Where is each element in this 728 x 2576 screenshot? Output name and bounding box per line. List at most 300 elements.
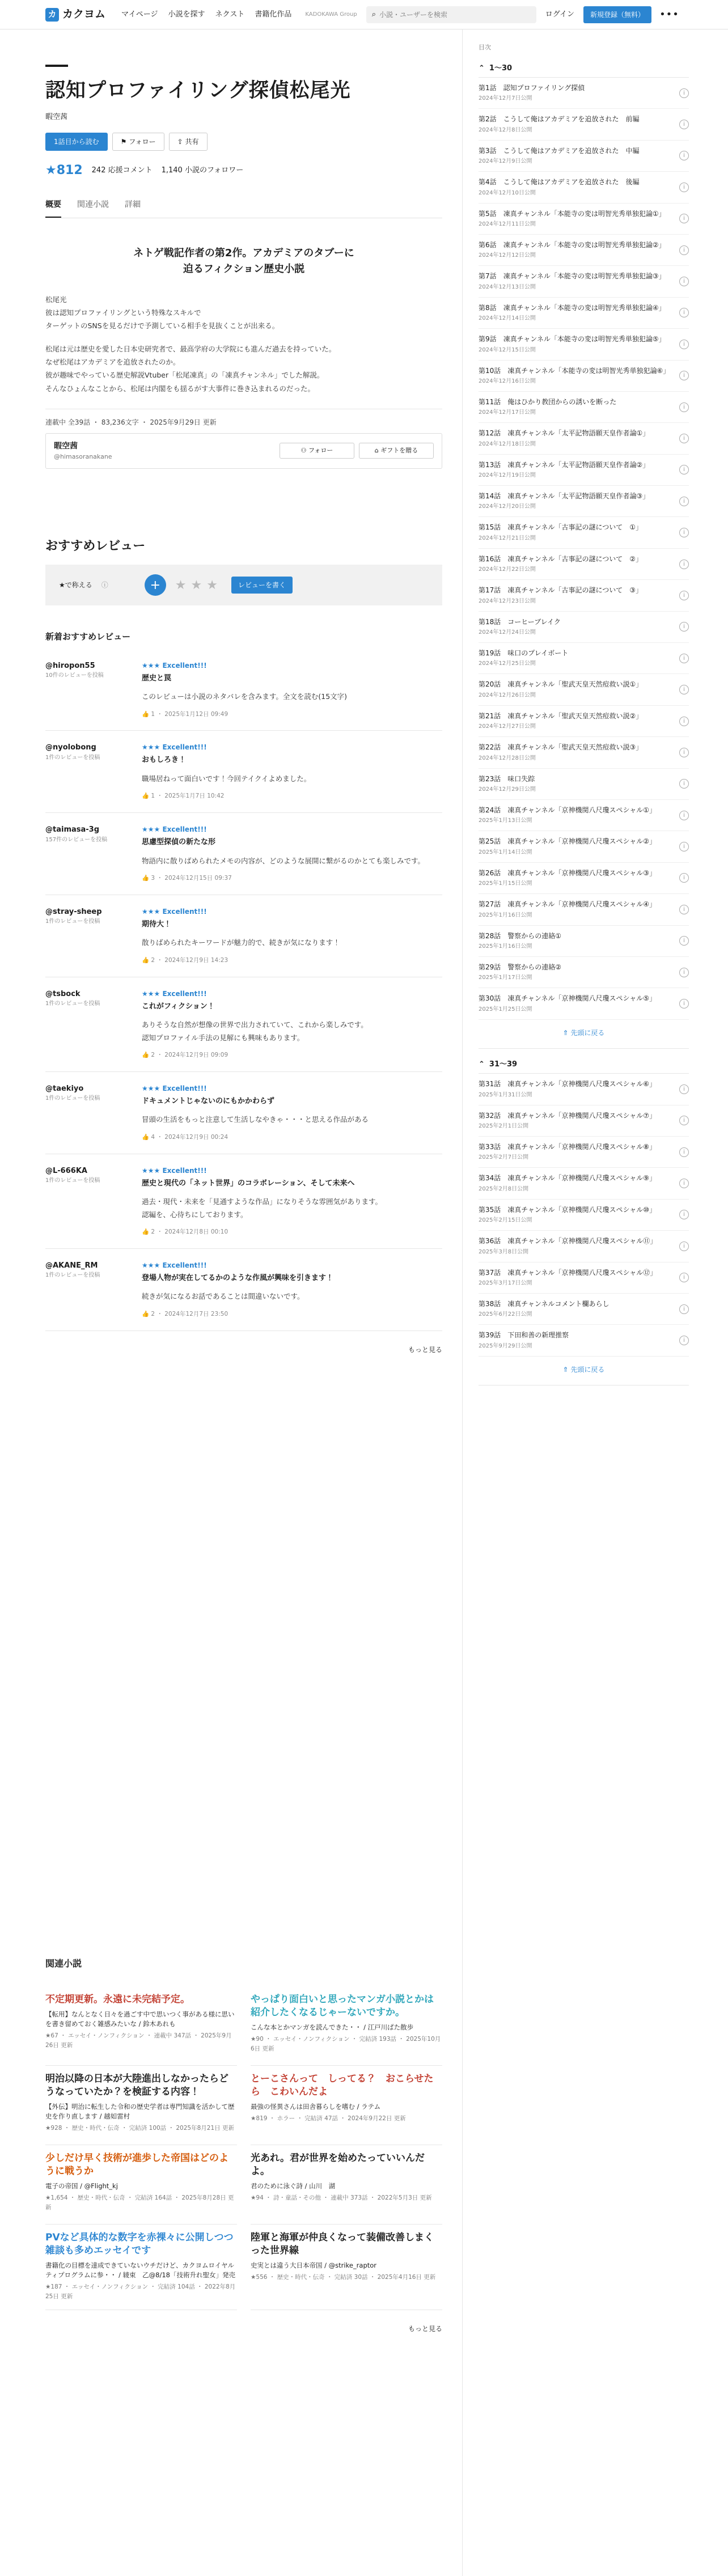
- related-work-title[interactable]: 不定期更新。永遠に未完結予定。: [45, 1994, 190, 2005]
- episode-title[interactable]: 第10話 凍真チャンネル「本能寺の変は明智光秀単独犯論⑥」: [479, 366, 670, 375]
- review-stars: ★★★ Excellent!!!: [142, 661, 207, 670]
- read-first-episode-button[interactable]: [45, 133, 108, 151]
- reviews-more-link[interactable]: もっと見る: [408, 1345, 442, 1354]
- episode-info-icon[interactable]: i: [679, 873, 689, 883]
- episode-info-icon[interactable]: i: [679, 402, 689, 412]
- episode-item[interactable]: [479, 800, 689, 831]
- author-card-id: @himasoranakane: [54, 452, 112, 460]
- related-work-title[interactable]: 光あれ。君が世界を始めたっていいんだよ。: [251, 2153, 425, 2177]
- new-reviews-heading: 新着おすすめレビュー: [45, 632, 131, 642]
- arrow-up-icon: ⇑: [562, 1365, 571, 1374]
- episode-date: 2024年12月12日公開: [479, 252, 536, 259]
- episode-title[interactable]: 第2話 こうして俺はアカデミアを追放された 前編: [479, 115, 640, 124]
- review-meta: 2 ・ 2024年12月8日 00:10: [151, 1228, 228, 1236]
- back-to-top-link[interactable]: [479, 1357, 689, 1386]
- episode-title[interactable]: 第17話 凍真チャンネル「古事記の謎について ③」: [479, 586, 643, 595]
- review-user-name[interactable]: @taekiyo: [45, 1084, 84, 1093]
- episode-text: [479, 1331, 569, 1350]
- follow-work-button[interactable]: [112, 133, 164, 151]
- review-meta: 2 ・ 2024年12月9日 09:09: [151, 1052, 228, 1059]
- review-user-name[interactable]: @L-666KA: [45, 1166, 87, 1175]
- reviews-heading: おすすめレビュー: [45, 539, 146, 554]
- back-to-top-link[interactable]: [479, 1020, 689, 1049]
- back-to-top-label: 先頭に戻る: [570, 1028, 605, 1037]
- episode-title[interactable]: 第38話 凍真チャンネルコメント欄あらし: [479, 1299, 610, 1308]
- episode-text: [479, 272, 666, 291]
- episode-title[interactable]: 第8話 凍真チャンネル「本能寺の変は明智光秀単独犯論④」: [479, 303, 666, 312]
- review-footer: [142, 1228, 442, 1237]
- episode-title[interactable]: 第39話 下田和善の新理推察: [479, 1331, 569, 1340]
- review-user: [45, 989, 142, 1060]
- review-title[interactable]: 登場人物が実在してるかのような作風が興味を引きます！: [142, 1273, 334, 1282]
- nav-published-works[interactable]: 書籍化作品: [255, 10, 292, 19]
- related-work-title[interactable]: 少しだけ早く技術が進歩した帝国はどのように戦うか: [45, 2153, 228, 2177]
- related-work-title[interactable]: やっぱり面白いと思ったマンガ小説とかは紹介したくなるじゃーないですか。: [251, 1994, 434, 2018]
- related-work[interactable]: [251, 1986, 442, 2066]
- episode-text: [479, 523, 642, 542]
- episode-info-icon[interactable]: i: [679, 936, 689, 946]
- work-actions: [45, 133, 442, 151]
- info-icon[interactable]: ⓘ: [101, 581, 108, 590]
- related-work-title[interactable]: 陸軍と海軍が仲良くなって装備改善しまくった世界線: [251, 2232, 434, 2256]
- episode-title[interactable]: 第25話 凍真チャンネル「京神機関八尺瓊スペシャル②」: [479, 837, 657, 846]
- related-work[interactable]: [45, 2066, 237, 2145]
- episode-title[interactable]: 第11話 俺はひかり教団からの誘いを断った: [479, 397, 617, 406]
- thumbs-up-icon[interactable]: 👍: [142, 1310, 151, 1317]
- episode-info-icon[interactable]: i: [679, 717, 689, 726]
- title-accent: [45, 65, 68, 67]
- episode-item[interactable]: [479, 298, 689, 329]
- episode-item[interactable]: [479, 109, 689, 140]
- thumbs-up-icon[interactable]: 👍: [142, 1228, 151, 1236]
- main-content: [45, 29, 442, 2333]
- related-work-title[interactable]: とーこさんって しってる？ おこらせたら こわいんだよ: [251, 2073, 434, 2098]
- episode-title[interactable]: 第12話 凍真チャンネル「太平記物語願天皇作者論①」: [479, 429, 650, 438]
- related-work-stats: ★556 ・ 歴史・時代・伝奇 ・ 完結済 30話 ・ 2025年4月16日 更新: [251, 2274, 436, 2281]
- related-grid: [45, 1986, 442, 2310]
- review-text: このレビューは小説のネタバレを含みます。全文を読む(15文字): [142, 692, 348, 701]
- episode-info-icon[interactable]: i: [679, 842, 689, 851]
- related-work[interactable]: [251, 2145, 442, 2225]
- episode-item[interactable]: [479, 423, 689, 454]
- episode-info-icon[interactable]: i: [679, 1273, 689, 1282]
- episode-info-icon[interactable]: i: [679, 1210, 689, 1219]
- related-work-title[interactable]: 明治以降の日本が大陸進出しなかったらどうなっていたか？を検証する内容！: [45, 2073, 228, 2098]
- episode-info-icon[interactable]: i: [679, 560, 689, 569]
- episode-item[interactable]: [479, 1200, 689, 1231]
- review-user: [45, 1166, 142, 1237]
- review-title[interactable]: これがフィクション！: [142, 1002, 215, 1011]
- related-work-author: 【外伝】明治に転生した令和の歴史学者は専門知識を活かして歴史を作り直します / 越如雷村: [45, 2102, 235, 2121]
- review-title[interactable]: 期待大！: [142, 920, 172, 929]
- episode-date: 2024年12月19日公開: [479, 472, 536, 479]
- nav-find-novels[interactable]: 小説を探す: [168, 10, 205, 19]
- episode-info-icon[interactable]: i: [679, 811, 689, 820]
- episode-item[interactable]: [479, 1262, 689, 1294]
- episode-info-icon[interactable]: i: [679, 779, 689, 789]
- related-heading: 関連小説: [45, 1958, 82, 1969]
- episode-date: 2024年12月11日公開: [479, 221, 536, 227]
- episode-info-icon[interactable]: i: [679, 434, 689, 443]
- episode-title[interactable]: 第24話 凍真チャンネル「京神機関八尺瓊スペシャル①」: [479, 806, 657, 814]
- thumbs-up-icon[interactable]: 👍: [142, 875, 151, 882]
- episode-item[interactable]: [479, 204, 689, 235]
- episode-item[interactable]: [479, 455, 689, 486]
- review-item: [45, 1154, 442, 1249]
- episode-item[interactable]: [479, 737, 689, 768]
- episode-title[interactable]: 第37話 凍真チャンネル「京神機関八尺瓊スペシャル⑫」: [479, 1268, 657, 1277]
- episode-info-icon[interactable]: i: [679, 622, 689, 632]
- toc-heading: 目次: [479, 44, 491, 51]
- register-button[interactable]: 新規登録（無料）: [583, 6, 651, 23]
- thumbs-up-icon[interactable]: 👍: [142, 956, 151, 964]
- related-work[interactable]: [45, 2225, 237, 2310]
- episode-info-icon[interactable]: i: [679, 654, 689, 663]
- episode-title[interactable]: 第18話 コーヒーブレイク: [479, 617, 561, 626]
- review-text: 冒頭の生活をもっと注意して生活しなやきゃ・・・と思える作品がある: [142, 1115, 369, 1124]
- episode-date: 2024年12月13日公開: [479, 283, 536, 290]
- episode-title[interactable]: 第15話 凍真チャンネル「古事記の謎について ①」: [479, 523, 643, 532]
- episode-info-icon[interactable]: i: [679, 120, 689, 129]
- episode-date: 2025年3月8日公開: [479, 1248, 529, 1255]
- review-user-name[interactable]: @nyolobong: [45, 743, 96, 752]
- episode-title[interactable]: 第31話 凍真チャンネル「京神機関八尺瓊スペシャル⑥」: [479, 1080, 657, 1088]
- gift-button[interactable]: [359, 443, 434, 459]
- episode-date: 2024年12月26日公開: [479, 692, 536, 698]
- review-item: [45, 1249, 442, 1331]
- thumbs-up-icon[interactable]: 👍: [142, 710, 151, 718]
- episode-info-icon[interactable]: i: [679, 151, 689, 160]
- episode-date: 2025年1月25日公開: [479, 1006, 532, 1012]
- episode-item[interactable]: [479, 643, 689, 674]
- episode-info-icon[interactable]: i: [679, 1116, 689, 1125]
- episode-date: 2025年6月22日公開: [479, 1311, 532, 1318]
- related-work-author: 最強の怪異さんは田舎暮らしを嗜む / ラテム: [251, 2102, 381, 2111]
- episode-title[interactable]: 第14話 凍真チャンネル「太平記物語願天皇作者論③」: [479, 492, 650, 501]
- review-meta: 1 ・ 2025年1月7日 10:42: [151, 793, 225, 800]
- episode-item[interactable]: [479, 957, 689, 988]
- review-user-count: 10件のレビューを投稿: [45, 672, 104, 679]
- episode-date: 2024年12月7日公開: [479, 95, 532, 102]
- episode-title[interactable]: 第20話 凍真チャンネル「聖武天皇天然痘救い説①」: [479, 680, 643, 689]
- episode-title[interactable]: 第23話 味口失踪: [479, 774, 535, 783]
- episode-title[interactable]: 第22話 凍真チャンネル「聖武天皇天然痘救い説③」: [479, 743, 643, 752]
- related-work-title[interactable]: PVなど具体的な数字を赤裸々に公開しつつ雑談も多めエッセイです: [45, 2232, 234, 2256]
- review-user-count: 1件のレビューを投稿: [45, 1272, 100, 1279]
- catchphrase: ネトゲ戦記作者の第2作。アカデミアのタブーに迫るフィクション歴史小説: [133, 247, 354, 275]
- add-star-button[interactable]: +: [145, 574, 166, 596]
- episode-title[interactable]: 第16話 凍真チャンネル「古事記の謎について ②」: [479, 554, 643, 563]
- review-meta: 3 ・ 2024年12月15日 09:37: [151, 875, 232, 882]
- episode-item[interactable]: [479, 863, 689, 894]
- episode-text: [479, 303, 666, 323]
- work-author[interactable]: 暇空茜: [45, 112, 68, 121]
- episode-title[interactable]: 第3話 こうして俺はアカデミアを追放された 中編: [479, 146, 640, 155]
- read-button-label: 1話目から読む: [54, 138, 99, 146]
- episode-text: [479, 649, 568, 668]
- review-user-name[interactable]: @taimasa-3g: [45, 825, 100, 834]
- episode-item[interactable]: [479, 706, 689, 737]
- review-item: [45, 731, 442, 813]
- episode-title[interactable]: 第5話 凍真チャンネル「本能寺の変は明智光秀単独犯論①」: [479, 209, 666, 218]
- episode-date: 2024年12月24日公開: [479, 629, 536, 636]
- episode-item[interactable]: [479, 580, 689, 611]
- episode-text: [479, 397, 616, 417]
- episode-item[interactable]: [479, 1137, 689, 1168]
- review-stars: ★★★ Excellent!!!: [142, 1166, 207, 1175]
- episode-item[interactable]: [479, 266, 689, 297]
- review-body: [142, 906, 442, 965]
- review-user-name[interactable]: @AKANE_RM: [45, 1261, 98, 1270]
- review-user-count: 1件のレビューを投稿: [45, 1177, 100, 1184]
- review-body: [142, 660, 442, 719]
- toc-group-header[interactable]: [479, 1059, 689, 1074]
- star-rating-icon[interactable]: ★★★: [175, 578, 222, 592]
- review-body: [142, 989, 442, 1060]
- episode-info-icon[interactable]: i: [679, 591, 689, 600]
- episode-item[interactable]: [479, 235, 689, 266]
- episode-info-icon[interactable]: i: [679, 308, 689, 317]
- episode-title[interactable]: 第7話 凍真チャンネル「本能寺の変は明智光秀単独犯論③」: [479, 272, 666, 281]
- follow-author-button[interactable]: [280, 443, 354, 459]
- review-user-count: 1件のレビューを投稿: [45, 918, 100, 925]
- review-user-name[interactable]: @hiropon55: [45, 661, 95, 670]
- episode-item[interactable]: [479, 141, 689, 172]
- episode-title[interactable]: 第1話 認知プロファイリング探偵: [479, 84, 585, 92]
- episode-item[interactable]: [479, 1294, 689, 1325]
- rate-label: ★で称える: [59, 581, 92, 590]
- episode-info-icon[interactable]: i: [679, 685, 689, 694]
- related-work[interactable]: [45, 2145, 237, 2225]
- episode-info-icon[interactable]: i: [679, 340, 689, 349]
- episode-text: [479, 366, 670, 385]
- nav-mypage[interactable]: マイページ: [121, 10, 158, 19]
- episode-title[interactable]: 第28話 警察からの連絡①: [479, 931, 562, 940]
- intro-paragraph: 松尾光 彼は認知プロファイリングという特殊なスキルで ターゲットのSNSを見るだけで予測している相手を見抜くことが出来る。: [45, 295, 280, 331]
- author-card-actions: [280, 443, 434, 459]
- gift-icon: ⌂: [374, 447, 381, 455]
- episode-info-icon[interactable]: i: [679, 497, 689, 506]
- episode-title[interactable]: 第4話 こうして俺はアカデミアを追放された 後編: [479, 178, 640, 187]
- related-work[interactable]: [45, 1986, 237, 2066]
- review-item: [45, 977, 442, 1072]
- review-stars: ★★★ Excellent!!!: [142, 989, 207, 998]
- review-title[interactable]: 思慮型探偵の新たな形: [142, 838, 216, 847]
- share-button-label: 共有: [185, 138, 199, 146]
- episode-info-icon[interactable]: i: [679, 999, 689, 1009]
- related-more-link[interactable]: もっと見る: [408, 2324, 442, 2333]
- episode-info-icon[interactable]: i: [679, 214, 689, 223]
- episode-date: 2025年1月31日公開: [479, 1091, 532, 1098]
- episode-info-icon[interactable]: i: [679, 528, 689, 537]
- episode-item[interactable]: [479, 1168, 689, 1199]
- episode-title[interactable]: 第26話 凍真チャンネル「京神機関八尺瓊スペシャル③」: [479, 868, 657, 877]
- review-user-count: 1件のレビューを投稿: [45, 1095, 100, 1102]
- episode-text: [479, 1173, 656, 1193]
- episode-date: 2025年1月16日公開: [479, 943, 532, 950]
- episode-text: [479, 680, 642, 699]
- tab-details[interactable]: 詳細: [125, 200, 141, 209]
- episode-date: 2025年1月13日公開: [479, 817, 532, 824]
- tab-related[interactable]: 関連小説: [77, 200, 109, 209]
- episode-title[interactable]: 第19話 味口のプレイボート: [479, 649, 569, 658]
- review-footer: [142, 874, 442, 883]
- related-work-stats: ★67 ・ エッセイ・ノンフィクション ・ 連載中 347話 ・ 2025年9月26日 更新: [45, 2032, 232, 2049]
- episode-info-icon[interactable]: i: [679, 905, 689, 914]
- episode-info-icon[interactable]: i: [679, 277, 689, 286]
- related-work-stats: ★1,654 ・ 歴史・時代・伝奇 ・ 完結済 164話 ・ 2025年8月28日 更新: [45, 2194, 234, 2211]
- review-text: 過去・現代・未来を「見通すような作品」になりそうな雰囲気があります。 認編を、心待ちにしております。: [142, 1197, 383, 1219]
- episode-title[interactable]: 第9話 凍真チャンネル「本能寺の変は明智光秀単独犯論⑤」: [479, 335, 666, 344]
- comment-count[interactable]: 242 応援コメント: [91, 166, 153, 175]
- episode-info-icon[interactable]: i: [679, 1242, 689, 1251]
- kakuyomu-logo-icon: カ: [45, 8, 59, 22]
- episode-item[interactable]: [479, 361, 689, 392]
- episode-title[interactable]: 第30話 凍真チャンネル「京神機関八尺瓊スペシャル⑤」: [479, 994, 657, 1003]
- episode-title[interactable]: 第27話 凍真チャンネル「京神機関八尺瓊スペシャル④」: [479, 900, 657, 909]
- author-card-name[interactable]: 暇空茜: [54, 441, 78, 451]
- follow-author-label: フォロー: [308, 447, 333, 455]
- episode-title[interactable]: 第6話 凍真チャンネル「本能寺の変は明智光秀単独犯論②」: [479, 240, 666, 249]
- review-item: [45, 895, 442, 977]
- more-menu-icon[interactable]: •••: [659, 9, 679, 20]
- episode-date: 2025年2月7日公開: [479, 1154, 529, 1161]
- episode-info-icon[interactable]: i: [679, 183, 689, 192]
- episode-item[interactable]: [479, 831, 689, 862]
- review-stars: ★★★ Excellent!!!: [142, 825, 207, 834]
- review-item: [45, 1072, 442, 1154]
- review-meta: 2 ・ 2024年12月9日 14:23: [151, 956, 228, 964]
- gift-label: ギフトを贈る: [380, 447, 418, 455]
- episode-item[interactable]: [479, 329, 689, 360]
- review-title[interactable]: 歴史と現代の「ネット世界」のコラボレーション、そして未来へ: [142, 1179, 355, 1188]
- episode-date: 2024年12月23日公開: [479, 598, 536, 604]
- work-title: 認知プロファイリング探偵松尾光: [45, 79, 351, 102]
- episode-item[interactable]: [479, 674, 689, 705]
- related-work-author: 【転用】なんとなく日々を過ごす中で思いつく事がある様に思いを書き留めておく雑感みたいな / 鈴木あれも: [45, 2010, 235, 2028]
- episode-title[interactable]: 第29話 警察からの連絡②: [479, 963, 562, 971]
- episode-title[interactable]: 第35話 凍真チャンネル「京神機関八尺瓊スペシャル⑩」: [479, 1205, 657, 1214]
- episode-item[interactable]: [479, 612, 689, 643]
- follow-button-label: フォロー: [129, 138, 156, 146]
- episode-item[interactable]: [479, 1074, 689, 1105]
- episode-item[interactable]: [479, 988, 689, 1019]
- logo-text: カクヨム: [62, 8, 106, 21]
- episode-item[interactable]: [479, 172, 689, 203]
- episode-date: 2024年12月18日公開: [479, 440, 536, 447]
- review-item: [45, 649, 442, 731]
- episode-text: [479, 1236, 657, 1256]
- follower-count: 1,140 小説のフォロワー: [161, 166, 244, 175]
- episode-info-icon[interactable]: i: [679, 465, 689, 474]
- review-stars: ★★★ Excellent!!!: [142, 1261, 207, 1269]
- thumbs-up-icon[interactable]: 👍: [142, 1133, 151, 1141]
- episode-text: [479, 837, 656, 856]
- episode-item[interactable]: [479, 78, 689, 109]
- review-title[interactable]: ドキュメントじゃないのにもかかわらず: [142, 1096, 275, 1105]
- related-work[interactable]: [251, 2066, 442, 2145]
- episode-info-icon[interactable]: i: [679, 1179, 689, 1188]
- episode-info-icon[interactable]: i: [679, 1147, 689, 1157]
- share-button[interactable]: [169, 133, 208, 151]
- work-tabs: [45, 196, 442, 218]
- review-user-name[interactable]: @tsbock: [45, 989, 81, 998]
- write-review-button[interactable]: レビューを書く: [231, 577, 293, 594]
- thumbs-up-icon[interactable]: 👍: [142, 793, 151, 800]
- episode-text: [479, 177, 640, 197]
- episode-date: 2024年12月9日公開: [479, 158, 532, 165]
- episode-item[interactable]: [479, 1231, 689, 1262]
- related-work[interactable]: [251, 2225, 442, 2310]
- episode-item[interactable]: [479, 392, 689, 423]
- review-text: 物語内に散りばめられたメモの内容が、どのような展開に繋がるのかとても楽しみです。: [142, 856, 425, 865]
- episode-info-icon[interactable]: i: [679, 245, 689, 255]
- episode-title[interactable]: 第32話 凍真チャンネル「京神機関八尺瓊スペシャル⑦」: [479, 1111, 657, 1120]
- episode-text: [479, 1268, 657, 1287]
- review-user: [45, 1260, 142, 1319]
- thumbs-up-icon[interactable]: 👍: [142, 1052, 151, 1059]
- episode-text: [479, 931, 561, 951]
- episode-item[interactable]: [479, 894, 689, 925]
- related-work-stats: ★819 ・ ホラー ・ 完結済 47話 ・ 2024年9月22日 更新: [251, 2115, 406, 2122]
- related-work-stats: ★90 ・ エッセイ・ノンフィクション ・ 完結済 193話 ・ 2025年10月6日 更新: [251, 2036, 441, 2052]
- episode-item[interactable]: [479, 517, 689, 548]
- episode-item[interactable]: [479, 486, 689, 517]
- episode-item[interactable]: [479, 549, 689, 580]
- episode-info-icon[interactable]: i: [679, 968, 689, 977]
- review-user: [45, 824, 142, 883]
- episode-info-icon[interactable]: i: [679, 748, 689, 757]
- follow-icon: ⚑: [120, 138, 129, 146]
- arrow-up-icon: ⇑: [562, 1028, 571, 1037]
- episode-info-icon[interactable]: i: [679, 88, 689, 98]
- episode-text: [479, 1299, 610, 1319]
- search-input[interactable]: [379, 11, 527, 19]
- episode-title[interactable]: 第21話 凍真チャンネル「聖武天皇天然痘救い説②」: [479, 711, 643, 720]
- episode-item[interactable]: [479, 926, 689, 957]
- login-link[interactable]: ログイン: [545, 10, 575, 19]
- episode-info-icon[interactable]: i: [679, 371, 689, 380]
- episode-item[interactable]: [479, 1325, 689, 1356]
- episode-info-icon[interactable]: i: [679, 1304, 689, 1314]
- review-title[interactable]: おもしろき！: [142, 756, 187, 765]
- episode-title[interactable]: 第33話 凍真チャンネル「京神機関八尺瓊スペシャル⑧」: [479, 1143, 657, 1151]
- review-body: [142, 824, 442, 883]
- episode-title[interactable]: 第13話 凍真チャンネル「太平記物語願天皇作者論②」: [479, 460, 650, 469]
- episode-text: [479, 209, 666, 228]
- episode-info-icon[interactable]: i: [679, 1336, 689, 1345]
- nav-next[interactable]: ネクスト: [215, 10, 245, 19]
- review-meta: 4 ・ 2024年12月9日 00:24: [151, 1133, 228, 1141]
- episode-title[interactable]: 第34話 凍真チャンネル「京神機関八尺瓊スペシャル⑨」: [479, 1174, 657, 1183]
- review-text: 職場居ねって面白いです！今回テイクイよめました。: [142, 774, 311, 783]
- episode-title[interactable]: 第36話 凍真チャンネル「京神機関八尺瓊スペシャル⑪」: [479, 1237, 657, 1245]
- episode-item[interactable]: [479, 1105, 689, 1137]
- review-footer: [142, 1133, 442, 1142]
- site-logo[interactable]: [45, 6, 105, 23]
- review-footer: [142, 1310, 442, 1319]
- review-footer: [142, 792, 442, 801]
- tab-overview[interactable]: 概要: [45, 196, 61, 218]
- author-card: [45, 433, 442, 469]
- episode-date: 2025年1月14日公開: [479, 849, 532, 855]
- toc-group-header[interactable]: [479, 63, 689, 78]
- review-user-name[interactable]: @stray-sheep: [45, 907, 102, 916]
- review-title[interactable]: 歴史と罠: [142, 673, 172, 683]
- episode-info-icon[interactable]: i: [679, 1084, 689, 1094]
- episode-item[interactable]: [479, 769, 689, 800]
- main-nav: [121, 9, 291, 20]
